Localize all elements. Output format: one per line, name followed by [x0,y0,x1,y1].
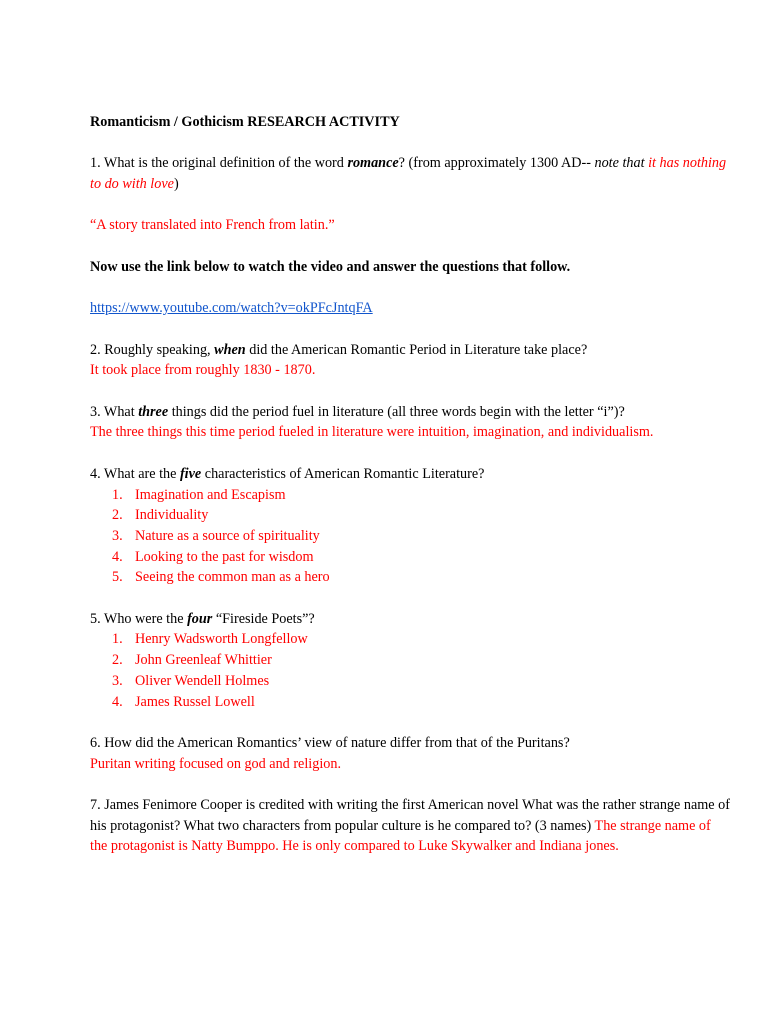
question-2-text-2: did the American Romantic Period in Literature take place? [245,341,588,358]
spacer [90,133,730,154]
question-1-keyword: romance [347,155,399,172]
spacer [90,588,730,609]
question-3-text: 3. What [90,403,139,420]
answer-6: Puritan writing focused on god and religion. [90,755,341,772]
list-number: 3. [112,672,123,689]
spacer [90,236,730,257]
answer-3: The three things this time period fueled in literature were intuition, imagination, and individualism. [90,424,654,441]
document-title: Romanticism / Gothicism RESEARCH ACTIVITY [90,114,400,130]
question-5-text: 5. Who were the [90,610,188,627]
list-number: 2. [112,652,123,669]
question-1-text: 1. What is the original definition of the word [90,155,348,172]
document-page [90,112,730,857]
question-1-text-2: ? (from approximately 1300 AD-- [398,155,595,172]
list-item [90,671,730,692]
question-7 [90,795,730,857]
question-5 [90,609,730,630]
answer-1: “A story translated into French from latin.” [90,217,335,234]
list-item-text: Nature as a source of spirituality [135,527,320,544]
list-item-text: Henry Wadsworth Longfellow [135,631,308,648]
spacer [90,381,730,402]
list-item [90,547,730,568]
list-item [90,650,730,671]
list-number: 4. [112,548,123,565]
spacer [90,712,730,733]
list-item [90,629,730,650]
spacer [90,278,730,299]
question-2 [90,340,730,361]
list-item-text: Individuality [135,507,209,524]
question-3-text-2: things did the period fuel in literature (all three words begin with the letter “i”)? [168,403,625,420]
question-7-text: 7. James Fenimore Cooper is credited with writing the first American novel What was the rather strange name of his protagonist? What two characters from popular culture is he compared to? (3 names) [90,797,730,834]
spacer [90,443,730,464]
list-number: 1. [112,631,123,648]
list-item [90,485,730,506]
list-number: 5. [112,569,123,586]
question-5-keyword: four [187,610,213,627]
question-1-note-red: it has nothing to do with love [90,155,727,193]
answer-5-list [90,629,730,712]
list-item [90,692,730,713]
question-4-keyword: five [179,465,202,482]
spacer [90,774,730,795]
question-4 [90,464,730,485]
list-item-text: Oliver Wendell Holmes [135,672,270,689]
list-number: 3. [112,527,123,544]
list-number: 4. [112,693,123,710]
question-1-close: ) [173,176,179,193]
list-item [90,505,730,526]
question-3 [90,402,730,423]
list-item-text: James Russel Lowell [135,693,255,710]
question-1 [90,153,730,194]
spacer [90,319,730,340]
spacer [90,195,730,216]
question-4-text-2: characteristics of American Romantic Literature? [201,465,485,482]
question-6: 6. How did the American Romantics’ view of nature differ from that of the Puritans? [90,734,570,751]
instruction-text: Now use the link below to watch the video and answer the questions that follow. [90,258,571,275]
question-2-keyword: when [214,341,246,358]
list-item [90,567,730,588]
list-item-text: Imagination and Escapism [135,486,286,503]
question-5-text-2: “Fireside Poets”? [212,610,315,627]
list-number: 2. [112,507,123,524]
question-1-note: note that [594,155,649,172]
list-item-text: John Greenleaf Whittier [135,652,272,669]
answer-2: It took place from roughly 1830 - 1870. [90,362,316,379]
list-number: 1. [112,486,123,503]
question-4-text: 4. What are the [90,465,180,482]
list-item-text: Seeing the common man as a hero [135,569,330,586]
question-3-keyword: three [138,403,169,420]
list-item [90,526,730,547]
question-2-text: 2. Roughly speaking, [90,341,215,358]
video-link[interactable]: https://www.youtube.com/watch?v=okPFcJntqFA [90,300,373,317]
answer-4-list [90,485,730,589]
answer-7: The strange name of the protagonist is Natty Bumppo. He is only compared to Luke Skywalker and Indiana jones. [90,817,711,855]
list-item-text: Looking to the past for wisdom [135,548,314,565]
